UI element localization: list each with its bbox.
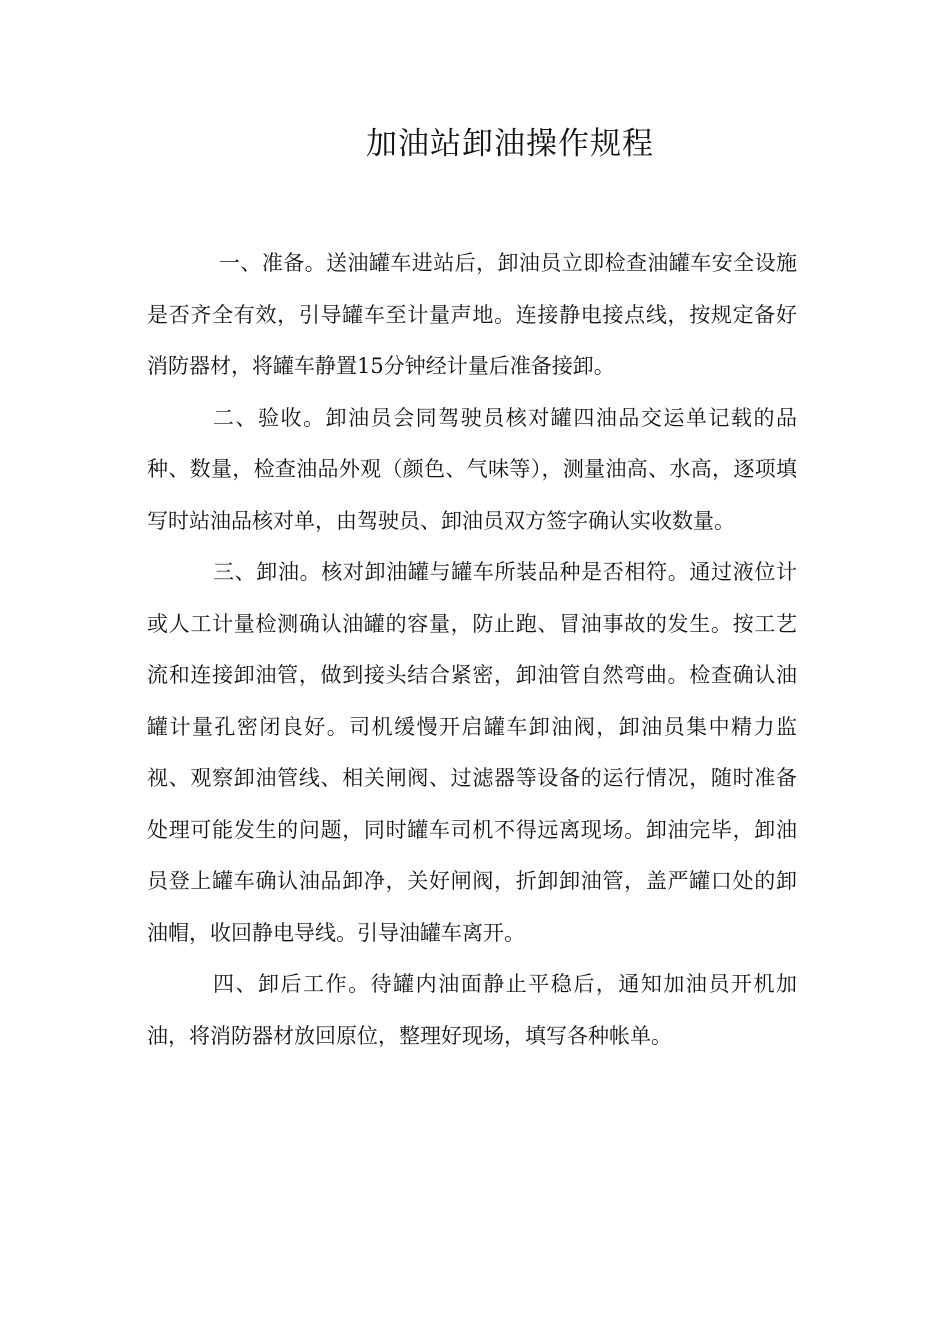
- document-title: 加油站卸油操作规程: [366, 126, 654, 162]
- paragraph-unloading: 三、卸油。核对卸油罐与罐车所装品种是否相符。通过液位计或人工计量检测确认油罐的容量，防止跑、冒油事故的发生。按工艺流和连接卸油管，做到接头结合紧密，卸油管自然弯曲。检查确认油罐计量孔密闭良好。司机缓慢开启罐车卸油阀，卸油员集中精力监视、观察卸油管线、相关闸阀、过滤器等设备的运行情况，随时准备处理可能发生的问题，同时罐车司机不得远离现场。卸油完毕，卸油员登上罐车确认油品卸净，关好闸阀，折卸卸油管，盖严罐口处的卸油帽，收回静电导线。引导油罐车离开。: [147, 560, 797, 945]
- paragraph-acceptance: 二、验收。卸油员会同驾驶员核对罐四油品交运单记载的品种、数量，检查油品外观（颜色、气味等），测量油高、水高，逐项填写时站油品核对单，由驾驶员、卸油员双方签字确认实收数量。: [147, 405, 797, 533]
- document-body: [147, 238, 797, 1062]
- paragraph-post-unloading: 四、卸后工作。待罐内油面静止平稳后，通知加油员开机加油，将消防器材放回原位，整理好现场，填写各种帐单。: [147, 972, 797, 1048]
- paragraph-preparation: 一、准备。送油罐车进站后，卸油员立即检查油罐车安全设施是否齐全有效，引导罐车至计量声地。连接静电接点线，按规定备好消防器材，将罐车静置15分钟经计量后准备接卸。: [147, 251, 797, 378]
